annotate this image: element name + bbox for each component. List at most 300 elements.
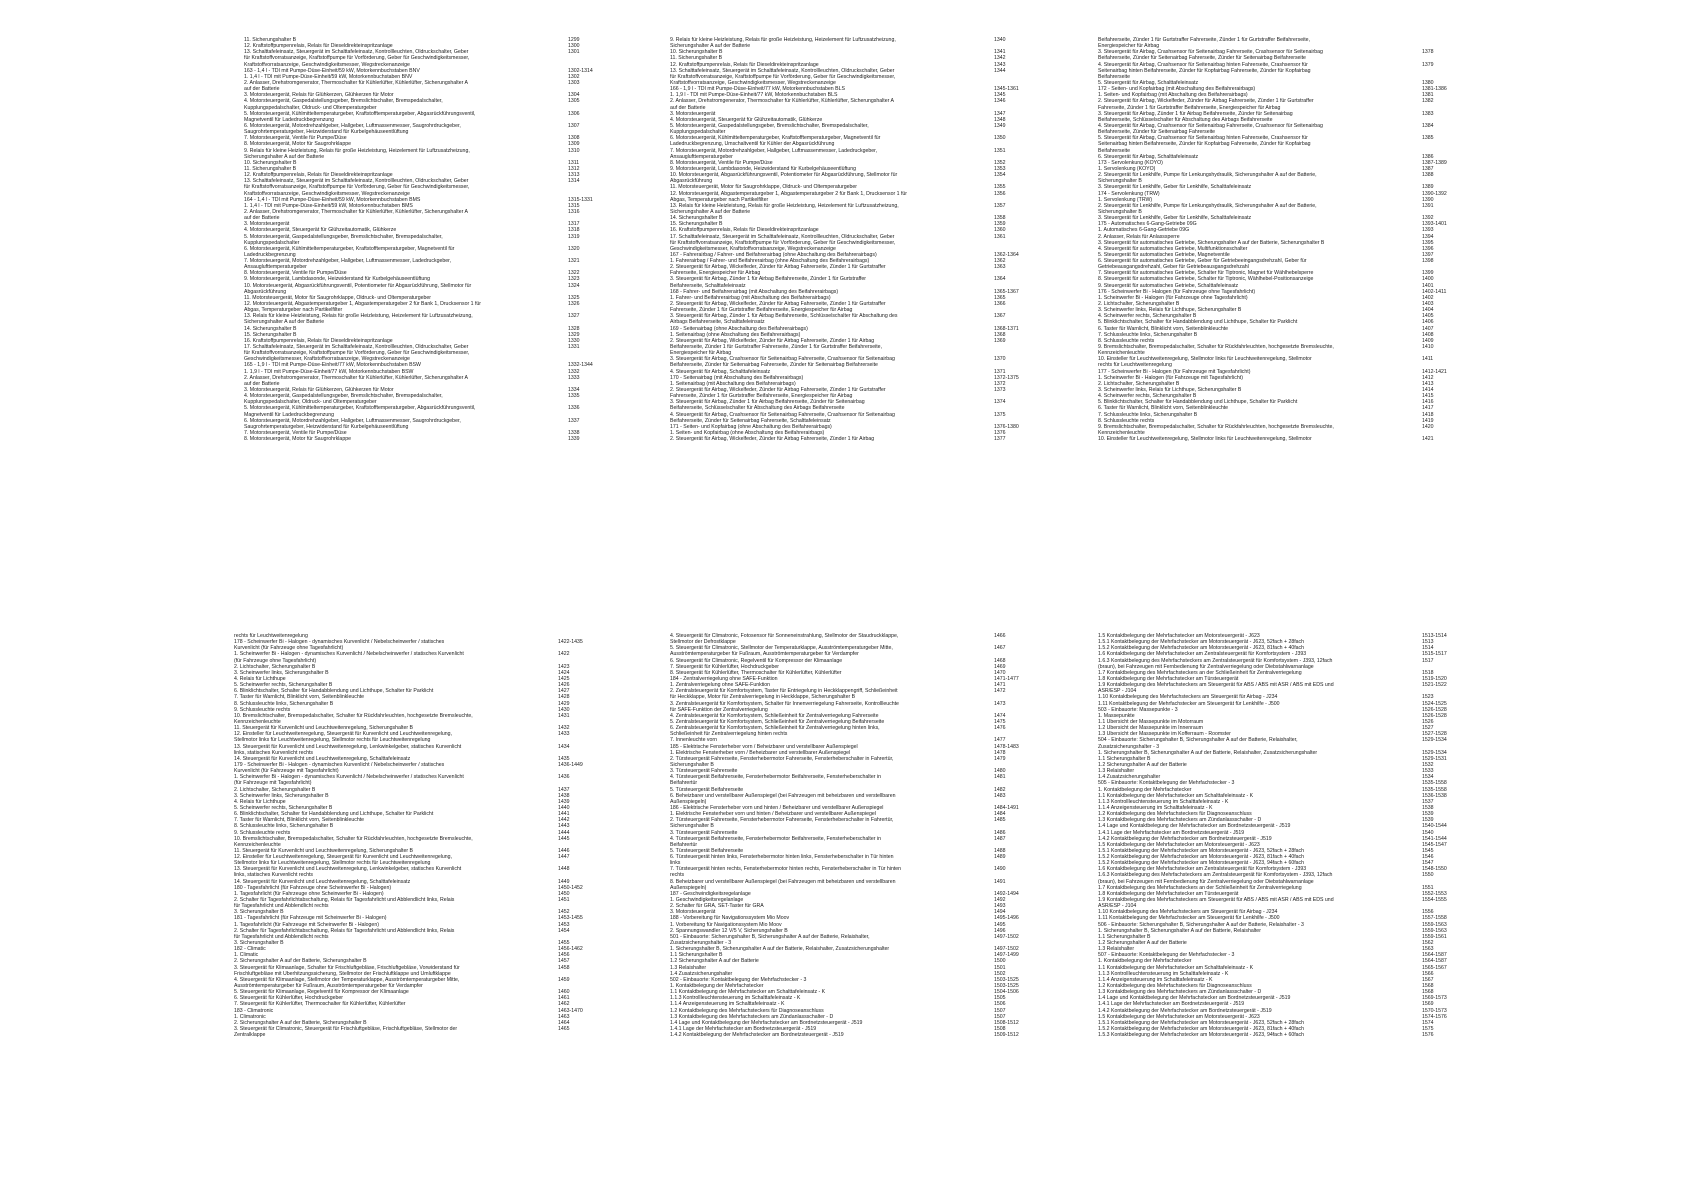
entry-page-number: 1422 (558, 651, 570, 658)
entry-page-number: 1526-1528 (1422, 706, 1447, 713)
entry-title: 2. Zentralsteuergerät für Komfortsystem, Taster für Entriegelung in Heckklappengriff, Schließeinheit (670, 688, 898, 695)
entry-title: 8. Schlussleuchte links, Sicherungshalter B (234, 700, 334, 707)
entry-title: 13. Schalttafeleinsatz, Steuergerät im Schalttafeleinsatz, Kontrollleuchten, Öldruckschalter, Geber (244, 49, 469, 56)
entry-title: 1.5.2 Kontaktbelegung der Mehrfachstecker am Motorsteuergerät - J623, 81fach + 40fach (1098, 645, 1305, 652)
entry-title: 505 - Einbauorte: Kontaktbelegung der Mehrfachstecker - 3 (1098, 780, 1235, 787)
entry-title: 1.2 Übersicht der Massepunkte im Innenraum (1098, 725, 1203, 732)
entry-title: 1.7 Kontaktbelegung des Mehrfachsteckers an der Schließeinheit für Zentralverriegelung (1098, 669, 1302, 676)
entry-title: Beifahrerseite, Zünder für Seitenairbag Fahrerseite, Schalttafeleinsatz (670, 417, 831, 424)
entry-title: 4. Relais für Lichthupe (234, 798, 286, 805)
entry-page-number: 1414 (1422, 387, 1434, 394)
entry-page-number: 1308 (568, 135, 580, 142)
entry-page-number: 1566 (1422, 970, 1434, 977)
entry-page-number: 1403 (1422, 301, 1434, 308)
entry-page-number: 1423 (558, 663, 570, 670)
entry-title: 1.5.2 Kontaktbelegung der Mehrfachstecker am Motorsteuergerät - J623, 81fach + 40fach (1098, 854, 1305, 861)
entry-title: Ladedruckbegrenzung (244, 251, 296, 258)
entry-title: 11. Sicherungshalter B (244, 165, 297, 172)
entry-title: 2. Steuergerät für Lenkhilfe, Pumpe für Lenkungshydraulik, Sicherungshalter A auf der Batterie, (1098, 202, 1317, 209)
entry-page-number: 1534 (1422, 774, 1434, 781)
index-column-bottom-right (1098, 633, 1454, 1038)
entry-page-number: 1494 (994, 909, 1006, 916)
entry-page-number: 1564-1587 (1422, 952, 1447, 959)
entry-page-number: 1496 (994, 927, 1006, 934)
entry-title: 1.1 Kontaktbelegung der Mehrfachstecker am Schalttafeleinsatz - K (1098, 964, 1254, 971)
entry-page-number: 1564-1587 (1422, 958, 1447, 965)
entry-title: Abgas, Temperaturgeber nach Partikelfilter (244, 307, 343, 314)
entry-title: 1. Scheinwerfer Bi - Halogen (für Fahrzeuge mit Tagesfahrlicht) (1098, 374, 1243, 381)
entry-page-number: 1515-1517 (1422, 651, 1447, 658)
entry-title: Seitenairbag hinten Beifahrerseite, Zünder für Kopfairbag Fahrerseite, Zünder für Kopfairbag (1098, 67, 1311, 74)
entry-page-number: 1307 (568, 122, 580, 129)
entry-page-number: 1377 (994, 436, 1006, 443)
entry-title: 9. Steuergerät für automatisches Getriebe, Schalttafeleinsatz (1098, 282, 1239, 289)
entry-page-number: 1569 (1422, 1001, 1434, 1008)
entry-page-number: 1550 (1422, 872, 1434, 879)
entry-page-number: 1333 (568, 374, 580, 381)
entry-title: 5. Motorsteuergerät, Kühlmitteltemperaturgeber, Kraftstofftemperaturgeber, Abgasrückführungsventil, (244, 110, 476, 117)
entry-page-number: 1567 (1422, 976, 1434, 983)
entry-title: 7. Schlussleuchte links, Sicherungshalter B (1098, 411, 1198, 418)
entry-title: Außenspiegeln) (670, 798, 707, 805)
entry-title: 5. Steuergerät für Airbag, Crashsensor für Seitenairbag hinten Fahrerseite, Crashsensor für (1098, 135, 1308, 142)
entry-title: Kupplungspedalschalter, Öldruck- und Öltemperaturgeber (244, 399, 377, 406)
entry-page-number: 1495 (994, 921, 1006, 928)
entry-page-number: 1457 (558, 958, 570, 965)
entry-title: 7. Taster für Warnlicht, Blinklicht vorn, Seitenblinkleuchte (234, 817, 365, 824)
entry-page-number: 1404 (1422, 307, 1434, 314)
entry-title: 14. Sicherungshalter B (670, 215, 723, 222)
entry-page-number: 1302-1314 (568, 67, 593, 74)
entry-page-number: 1473 (994, 700, 1006, 707)
entry-page-number: 1376 (994, 430, 1006, 436)
entry-title: 1. Seiten- und Kopfairbag (mit Abschaltung des Beifahrerairbags) (1098, 92, 1248, 99)
entry-title: 163 - 1,4 l - TDI mit Pumpe-Düse-Einheit/59 kW, Motorkennbuchstaben BNV (244, 67, 420, 74)
entry-title: 4. Relais für Lichthupe (234, 675, 286, 682)
entry-page-number: 1486 (994, 829, 1006, 836)
entry-page-number: 1460 (558, 989, 570, 996)
entry-page-number: 1387-1389 (1422, 159, 1447, 166)
entry-title: 1.4.1 Lage der Mehrfachstecker am Bordnetzsteuergerät - J519 (670, 1026, 817, 1032)
entry-page-number: 1391 (1422, 202, 1434, 209)
entry-title: 1. Sicherungshalter B, Sicherungshalter A auf der Batterie, Relaishalter, Zusatzsicherungshalter (1098, 749, 1318, 756)
index-column-top-right (1098, 37, 1454, 442)
entry-title: 2. Sicherungshalter A auf der Batterie, Sicherungshalter B (234, 958, 367, 965)
entry-title: Fahrerseite, Energiespeicher für Airbag (670, 270, 761, 277)
entry-title: 2. Anlasser, Drehstromgenerator, Thermoschalter für Kühlerlüfter, Kühlerlüfter, Sicherungshalter A (244, 79, 468, 86)
entry-page-number: 1411 (1422, 356, 1434, 363)
entry-page-number: 1500 (994, 958, 1006, 965)
entry-page-number: 1471 (994, 682, 1006, 689)
entry-title: 4. Steuergerät für Climatronic, Fotosensor für Sonneneinstrahlung, Stellmotor der Staudruckklappe, (670, 633, 899, 639)
entry-title: 172 - Seiten- und Kopfairbag (mit Abschaltung des Beifahrerairbags) (1098, 86, 1256, 93)
entry-page-number: 1513-1514 (1422, 633, 1447, 639)
entry-page-number: 1313 (568, 172, 580, 179)
entry-title: 1. Seitenairbag (mit Abschaltung des Beifahrerairbags) (670, 380, 796, 387)
entry-page-number: 1412 (1422, 374, 1434, 381)
entry-title: 1.3 Relaishalter (670, 964, 707, 971)
entry-page-number: 1518 (1422, 669, 1434, 676)
entry-title: für Kraftstoffvorratsanzeige, Kraftstoffpumpe für Vorförderung, Geber für Geschwindigkeitsmesser, (244, 55, 470, 62)
entry-title: Beifahrertür (670, 841, 698, 848)
entry-title: Sicherungshalter A auf der Batterie (670, 43, 751, 50)
entry-title: 10. Einsteller für Leuchtweitenregelung, Stellmotor links für Leuchtweitenregelung, Stellmotor (1098, 436, 1312, 443)
entry-page-number: 1501 (994, 964, 1006, 971)
entry-title: 177 - Scheinwerfer Bi - Halogen (für Fahrzeuge mit Tagesfahrlicht) (1098, 368, 1251, 375)
entry-title: (für Fahrzeuge mit Tagesfahrlicht) (234, 780, 312, 787)
entry-title: 183 - Climatronic (234, 1007, 274, 1014)
entry-title: 186 - Elektrische Fensterheber vorn und hinten / Beheizbarer und verstellbarer Außenspiegel (670, 804, 884, 811)
entry-page-number: 1527-1528 (1422, 731, 1447, 738)
entry-title: 2. Spannungswandler 12 V/5 V, Sicherungshalter B (670, 927, 788, 934)
entry-title: 1. Sicherungshalter B, Sicherungshalter A auf der Batterie, Relaishalter (1098, 927, 1261, 934)
entry-page-number: 1497-1502 (994, 933, 1019, 940)
entry-title: 1.6 Kontaktbelegung der Mehrfachstecker am Zentralsteuergerät für Komfortsystem - J393 (1098, 866, 1307, 873)
entry-title: 7. Steuergerät für Kühlerlüfter, Hochdruckgeber (670, 663, 779, 670)
entry-title: 2. Anlasser, Drehstromgenerator, Thermoschalter für Kühlerlüfter, Kühlerlüfter, Sicherungshalter A (244, 208, 468, 215)
entry-page-number: 1322 (568, 270, 580, 277)
entry-title: 6. Motorsteuergerät, Motordrehzahlgeber, Hallgeber, Luftmassenmesser, Saugrohrdruckgeber, (244, 417, 461, 424)
entry-title: 11. Motorsteuergerät, Motor für Saugrohrklappe, Öldruck- und Öltemperaturgeber (670, 184, 858, 191)
index-column-bottom-middle (670, 633, 1026, 1038)
index-entry (234, 1032, 590, 1038)
entry-page-number: 1557-1558 (1422, 915, 1447, 922)
entry-title: 7. Steuergerät für automatisches Getriebe, Schalter für Tiptronic, Magnet für Wählhebelsperre (1098, 270, 1314, 277)
entry-title: 1.8 Kontaktbelegung der Mehrfachstecker am Türsteuergerät (1098, 675, 1239, 682)
entry-title: 173 - Servolenkung (KOYO) (1098, 159, 1163, 166)
entry-page-number: 1356 (994, 190, 1006, 197)
entry-page-number: 1334 (568, 387, 580, 394)
entry-page-number: 1320 (568, 245, 580, 252)
entry-title: Kraftstoffvorratsanzeige, Geschwindigkeitsmesser, Wegstreckenanzeige (244, 190, 410, 197)
entry-page-number: 1354 (994, 172, 1006, 179)
entry-title: 3. Steuergerät für Klimaanlage, Schalter für Frischluftgebläse, Frischluftgebläse, Vorwiderstand für (234, 964, 460, 971)
entry-page-number: 1459 (558, 976, 570, 983)
entry-title: 6. Zentralsteuergerät für Komfortsystem, Schließeinheit für Zentralverriegelung hinten links, (670, 725, 880, 732)
entry-page-number: 1341 (994, 49, 1006, 56)
entry-title: 1.5.1 Kontaktbelegung der Mehrfachstecker am Motorsteuergerät - J623, 52fach + 28fach (1098, 847, 1305, 854)
entry-title: 1.5 Kontaktbelegung der Mehrfachstecker am Motorsteuergerät - J623 (1098, 841, 1260, 848)
entry-title: 5. Scheinwerfer rechts, Sicherungshalter B (234, 804, 333, 811)
entry-page-number: 1554-1555 (1422, 897, 1447, 904)
entry-title: 501 - Einbauorte: Sicherungshalter B, Sicherungshalter A auf der Batterie, Relaishalter, (670, 933, 870, 940)
entry-title: 2. Lichtschalter, Sicherungshalter B (234, 663, 316, 670)
entry-title: 1. 1,9 l - TDI mit Pumpe-Düse-Einheit/77 kW, Motorkennbuchstaben BSW (244, 368, 414, 375)
entry-page-number: 1537 (1422, 798, 1434, 805)
entry-title: 5. Türsteuergerät Beifahrerseite (670, 786, 744, 793)
entry-page-number: 1508-1512 (994, 1019, 1019, 1026)
entry-title: 17. Schalttafeleinsatz, Steuergerät im Schalttafeleinsatz, Kontrollleuchten, Öldruckschalter, Geber (244, 344, 469, 351)
entry-title: 1.8 Kontaktbelegung der Mehrfachstecker am Türsteuergerät (1098, 890, 1239, 897)
entry-page-number: 1405 (1422, 313, 1434, 320)
entry-page-number: 1483 (994, 792, 1006, 799)
entry-title: 187 - Geschwindigkeitsregelanlage (670, 890, 751, 897)
entry-title: 3. Motorsteuergerät, Relais für Glühkerzen, Glühkerzen für Motor (244, 92, 394, 99)
entry-page-number: 1422-1435 (558, 639, 583, 646)
entry-title: 6. Motorsteuergerät, Motordrehzahlgeber, Hallgeber, Luftmassenmesser, Saugrohrdruckgeber, (244, 122, 461, 129)
entry-page-number: 1509-1512 (994, 1032, 1019, 1039)
entry-title: Abgasrückführung (244, 288, 287, 295)
entry-page-number: 1408 (1422, 331, 1434, 338)
entry-page-number: 1385 (1422, 135, 1434, 142)
entry-title: Kupplungspedalschalter, Öldruck- und Öltemperaturgeber (244, 104, 377, 111)
entry-title: 1.4 Zusatzsicherungshalter (670, 970, 733, 977)
entry-page-number: 1394 (1422, 233, 1434, 240)
entry-title: rechts für Leuchtweitenregelung (234, 633, 308, 639)
entry-title: 2. Steuergerät für Airbag, Wickelfeder, Zünder für Airbag Fahrerseite, Zünder 1 für Gurtstraffer (670, 301, 886, 308)
entry-title: 7. Steuergerät für Kühlerlüfter, Thermoschalter für Kühlerlüfter, Kühlerlüfter (234, 1001, 406, 1008)
entry-title: 10. Bremslichtschalter, Bremspedalschalter, Schalter für Rückfahrleuchten, hochgesetzte Bremsleuchte, (234, 712, 473, 719)
entry-title: 5. Motorsteuergerät, Gaspedalstellungsgeber, Bremslichtschalter, Bremspedalschalter, (244, 233, 443, 240)
entry-page-number: 1471-1477 (994, 675, 1019, 682)
entry-page-number: 1373 (994, 387, 1006, 394)
entry-title: 2. Sicherungshalter A auf der Batterie, Sicherungshalter B (234, 1019, 367, 1026)
entry-page-number: 1315 (568, 202, 580, 209)
index-entry (244, 436, 600, 442)
entry-title: 12. Kraftstoffpumpenrelais, Relais für Dieseldirekteinspritzanlage (244, 172, 393, 179)
entry-title: 1.5.3 Kontaktbelegung der Mehrfachstecker am Motorsteuergerät - J623, 94fach + 60fach (1098, 1032, 1305, 1039)
entry-page-number: 1574 (1422, 1019, 1434, 1026)
entry-page-number: 1419 (1422, 417, 1434, 424)
entry-title: für Tagesfahrlicht und Abblendlicht rechts (234, 933, 329, 940)
entry-title: 14. Steuergerät für Kurvenlicht und Leuchtweitenregelung, Schalttafeleinsatz (234, 755, 411, 762)
entry-title: Beifahrerseite, Schlüsselschalter für Abschaltung des Airbags Beifahrerseite (1098, 116, 1273, 123)
entry-page-number: 1492-1494 (994, 890, 1019, 897)
entry-title: 164 - 1,4 l - TDI mit Pumpe-Düse-Einheit/59 kW, Motorkennbuchstaben BMS (244, 196, 421, 203)
entry-page-number: 1441 (558, 811, 570, 818)
entry-page-number: 1495-1496 (994, 915, 1019, 922)
entry-title: 3. Motorsteuergerät (670, 909, 716, 916)
entry-page-number: 1489 (994, 854, 1006, 861)
entry-page-number: 1402 (1422, 294, 1434, 301)
entry-page-number: 1463-1470 (558, 1007, 583, 1014)
entry-title: für Kraftstoffvorratsanzeige, Kraftstoffpumpe für Vorförderung, Geber für Geschwindigkeitsmesser, (670, 239, 896, 246)
entry-title: Geschwindigkeitsmesser, Kraftstoffvorratsanzeige, Wegstreckenanzeige (670, 245, 836, 252)
entry-title: 7. Motorsteuergerät, Ventile für Pumpe/Düse (244, 430, 347, 436)
entry-page-number: 1446 (558, 847, 570, 854)
entry-title: 1. Scheinwerfer Bi - Halogen - dynamisches Kurvenlicht / Nebelscheinwerfer / statisches Kurvenlicht (234, 774, 464, 781)
entry-page-number: 1431 (558, 712, 570, 719)
entry-page-number: 1311 (568, 159, 580, 166)
entry-title: Stellmotor links für Leuchtweitenregelung, Stellmotor rechts für Leuchtweitenregelung (234, 737, 431, 744)
entry-title: 2. Steuergerät für Airbag, Wickelfeder, Zünder für Airbag Fahrerseite, Zünder 1 für Gurtstraffer (1098, 98, 1314, 105)
entry-page-number: 1365-1367 (994, 288, 1019, 295)
entry-page-number: 1321 (568, 258, 580, 265)
entry-title: 176 - Scheinwerfer Bi - Halogen (für Fahrzeuge ohne Tagesfahrlicht) (1098, 288, 1256, 295)
entry-title: 2. Anlasser, Drehstromgenerator, Thermoschalter für Kühlerlüfter, Kühlerlüfter, Sicherungshalter A (670, 98, 894, 105)
entry-page-number: 1363 (994, 264, 1006, 271)
entry-title: 10. Einsteller für Leuchtweitenregelung, Stellmotor links für Leuchtweitenregelung, Stellmotor (1098, 356, 1312, 363)
entry-page-number: 1527 (1422, 725, 1434, 732)
entry-page-number: 1484 (994, 811, 1006, 818)
entry-page-number: 1450 (558, 890, 570, 897)
entry-title: 3. Steuergerät für Airbag, Zünder 1 für Airbag Beifahrerseite, Zünder 1 für Gurtstraffer (670, 276, 866, 283)
entry-page-number: 1552-1553 (1422, 890, 1447, 897)
entry-title: 1.4.2 Kontaktbelegung der Mehrfachstecker am Bordnetzsteuergerät - J519 (1098, 1007, 1272, 1014)
entry-page-number: 1349 (994, 122, 1006, 129)
entry-title: ASR/ESP - J104 (1098, 903, 1137, 910)
entry-page-number: 1401 (1422, 282, 1434, 289)
entry-title: 1.5.1 Kontaktbelegung der Mehrfachstecker am Motorsteuergerät - J623, 52fach + 28fach (1098, 1019, 1305, 1026)
entry-page-number: 1541-1544 (1422, 835, 1447, 842)
entry-page-number: 1315-1331 (568, 196, 593, 203)
entry-page-number: 1546 (1422, 854, 1434, 861)
entry-page-number: 1548-1550 (1422, 866, 1447, 873)
entry-title: 1. Seitenairbag (ohne Abschaltung des Beifahrerairbags) (670, 331, 801, 338)
entry-title: 16. Kraftstoffpumpenrelais, Relais für Dieseldirekteinspritzanlage (244, 337, 393, 344)
entry-title: 1.1 Kontaktbelegung der Mehrfachstecker am Schalttafeleinsatz - K (1098, 792, 1254, 799)
entry-page-number: 1493 (994, 903, 1006, 910)
index-column-top-middle (670, 37, 1026, 442)
entry-page-number: 1319 (568, 233, 580, 240)
entry-page-number: 1479 (994, 755, 1006, 762)
index-entry (1098, 1032, 1454, 1038)
entry-page-number: 1492 (994, 897, 1006, 904)
entry-title: Beifahrerseite, Schalttafeleinsatz (670, 282, 746, 289)
entry-title: 1.1 Kontaktbelegung der Mehrfachstecker am Schalttafeleinsatz - K (670, 989, 826, 996)
entry-page-number: 1407 (1422, 325, 1434, 332)
entry-page-number: 1364 (994, 276, 1006, 283)
entry-title: Beifahrerseite, Schlüsselschalter für Abschaltung des Airbags Beifahrerseite (670, 405, 845, 412)
entry-title: 504 - Einbauorte: Sicherungshalter B, Sicherungshalter A auf der Batterie, Relaishalter, (1098, 737, 1298, 744)
entry-title: für Kraftstoffvorratsanzeige, Kraftstoffpumpe für Vorförderung, Geber für Geschwindigkeitsmesser, (244, 350, 470, 357)
entry-title: 7. Innenleuchte vorn (670, 737, 718, 744)
entry-title: 3. Steuergerät für Climatronic, Steuergerät für Frischluftgebläse, Frischluftgebläse, Stellmotor der (234, 1026, 458, 1032)
entry-title: 2. Steuergerät für Airbag, Wickelfeder, Zünder für Airbag Fahrerseite, Zünder 1 für Airbag (670, 337, 875, 344)
entry-title: 165 - 1,9 l - TDI mit Pumpe-Düse-Einheit/77 kW, Motorkennbuchstaben BSW (244, 362, 421, 369)
entry-page-number: 1559-1561 (1422, 933, 1447, 940)
entry-title: 1.3 Kontaktbelegung des Mehrfachsteckers am Zündanlassschalter - D (1098, 817, 1262, 824)
entry-title: Kurvenlicht (für Fahrzeuge ohne Tagesfahrlicht) (234, 645, 344, 652)
entry-title: 3. Scheinwerfer links, Sicherungshalter B (234, 792, 329, 799)
entry-page-number: 1535-1558 (1422, 786, 1447, 793)
entry-title: Stellmotor der Defrostklappe (670, 639, 736, 646)
entry-title: 12. Motorsteuergerät, Abgastemperaturgeber 1, Abgastemperaturgeber 2 für Bank 1, Drucksensor 1 für (244, 301, 482, 308)
entry-page-number: 1358 (994, 215, 1006, 222)
entry-title: Sicherungshalter B (1098, 178, 1142, 185)
entry-title: 1.6.3 Kontaktbelegung des Mehrfachsteckers am Zentralsteuergerät für Komfortsystem - J393, 12fach (1098, 657, 1333, 664)
entry-title: 507 - Einbauorte: Kontaktbelegung der Mehrfachstecker - 3 (1098, 952, 1235, 959)
entry-title: Saugrohrtemperaturgeber, Heizwiderstand für Kurbelgehäuseentlüftung (244, 423, 409, 430)
entry-page-number: 1360 (994, 227, 1006, 234)
entry-page-number: 1551 (1422, 884, 1434, 891)
entry-title: 1.2 Kontaktbelegung des Mehrfachsteckers für Diagnoseanschluss (670, 1007, 824, 1014)
entry-title: 2. Türsteuergerät Fahrerseite, Fensterhebermotor Fahrerseite, Fensterheberschalter in Fahrertür, (670, 817, 894, 824)
entry-title: 1.6.3 Kontaktbelegung des Mehrfachsteckers am Zentralsteuergerät für Komfortsystem - J393, 12fach (1098, 872, 1333, 879)
entry-title: 1.5 Kontaktbelegung der Mehrfachstecker am Motorsteuergerät - J623 (1098, 1013, 1260, 1020)
entry-title: 1.1.3 Kontrollleuchtensteuerung im Schalttafeleinsatz - K (670, 995, 801, 1002)
entry-title: 3. Steuergerät für Airbag, Crashsensor für Seitenairbag Fahrerseite, Crashsensor für Seitenairbag (670, 356, 895, 363)
entry-title: 13. Schalttafeleinsatz, Steuergerät im Schalttafeleinsatz, Kontrollleuchten, Öldruckschalter, Geber (244, 178, 469, 185)
entry-page-number: 1526-1528 (1422, 712, 1447, 719)
entry-title: 7. Motorsteuergerät, Motordrehzahlgeber, Hallgeber, Luftmassenmesser, Ladedruckgeber, (244, 258, 452, 265)
entry-page-number: 1503-1525 (994, 976, 1019, 983)
entry-page-number: 1336 (568, 405, 580, 412)
entry-title: Airbags Beifahrerseite, Schalttafeleinsatz (670, 319, 765, 326)
entry-page-number: 1503-1525 (994, 983, 1019, 990)
entry-title: für SAFE-Funktion der Zentralverriegelung (670, 706, 768, 713)
entry-page-number: 1343 (994, 61, 1006, 68)
entry-title: 8. Schlussleuchte links, Sicherungshalter B (234, 823, 334, 830)
entry-title: 2. Steuergerät für Airbag, Wickelfeder, Zünder für Airbag Fahrerseite, Zünder 1 für Airbag (670, 436, 875, 443)
entry-title: 2. Steuergerät für Airbag, Wickelfeder, Zünder für Airbag Fahrerseite, Zünder 1 für Gurtstraffer (670, 264, 886, 271)
entry-title: 3. Scheinwerfer links, Relais für Lichthupe, Sicherungshalter B (1098, 307, 1242, 314)
entry-title: 1.1.3 Kontrollleuchtensteuerung im Schalttafeleinsatz - K (1098, 798, 1229, 805)
entry-title: 1. Tagesfahrlicht (für Fahrzeuge mit Scheinwerfer Bi - Halogen) (234, 921, 379, 928)
entry-page-number: 1453-1455 (558, 915, 583, 922)
entry-title: 3. Steuergerät für Airbag, Zünder 1 für Airbag Beifahrerseite, Zünder für Seitenairbag (670, 399, 865, 406)
entry-page-number: 1406 (1422, 319, 1434, 326)
entry-page-number: 1507 (994, 1007, 1006, 1014)
entry-title: 1.1 Sicherungshalter B (1098, 933, 1151, 940)
entry-title: Saugrohrtemperaturgeber, Heizwiderstand für Kurbelgehäuseentlüftung (244, 129, 409, 136)
entry-title: Kennzeichenleuchte (1098, 350, 1145, 357)
entry-title: 7. Schlussleuchte links, Sicherungshalter B (1098, 331, 1198, 338)
entry-title: 1.2 Sicherungshalter A auf der Batterie (1098, 940, 1187, 947)
entry-title: rechts für Leuchtweitenregelung (1098, 362, 1172, 369)
entry-title: 170 - Seitenairbag (mit Abschaltung des Beifahrerairbags) (670, 374, 804, 381)
entry-title: 188 - Vorbereitung für Navigationssystem Mio Moov (670, 915, 790, 922)
entry-title: 9. Relais für kleine Heizleistung, Relais für große Heizleistung, Heizelement für Luftzusatzheizung, (244, 147, 470, 154)
entry-title: Kennzeichenleuchte (234, 841, 281, 848)
entry-title: 4. Motorsteuergerät, Steuergerät für Glühzeitautomatik, Glühkerze (244, 227, 397, 234)
entry-title: 12. Einsteller für Leuchtweitenregelung, Steuergerät für Kurvenlicht und Leuchtweitenregelung, (234, 731, 453, 738)
entry-page-number: 1475 (994, 718, 1006, 725)
entry-page-number: 1392 (1422, 215, 1434, 222)
entry-title: 1.11 Kontaktbelegung der Mehrfachstecker am Steuergerät für Lenkhilfe - J500 (1098, 700, 1280, 707)
entry-page-number: 1438 (558, 792, 570, 799)
entry-page-number: 1412-1421 (1422, 368, 1447, 375)
entry-page-number: 1409 (1422, 337, 1434, 344)
entry-page-number: 1523 (1422, 694, 1434, 701)
entry-page-number: 1536-1538 (1422, 792, 1447, 799)
entry-title: 1. Zentralverriegelung ohne SAFE-Funktion (670, 682, 771, 689)
entry-page-number: 1439 (558, 798, 570, 805)
entry-title: 9. Schlussleuchte rechts (234, 829, 291, 836)
entry-title: (für Fahrzeuge ohne Tagesfahrlicht) (234, 657, 317, 664)
entry-page-number: 1352 (994, 159, 1006, 166)
entry-title: 4. Scheinwerfer rechts, Sicherungshalter B (1098, 393, 1197, 400)
entry-title: 1.2 Kontaktbelegung des Mehrfachsteckers für Diagnoseanschluss (1098, 811, 1252, 818)
entry-title: 175 - Automatisches 6-Gang-Getriebe 09G (1098, 221, 1197, 228)
entry-title: 3. Scheinwerfer links, Relais für Lichthupe, Sicherungshalter B (1098, 387, 1242, 394)
entry-title: 9. Bremslichtschalter, Bremspedalschalter, Schalter für Rückfahrleuchten, hochgesetzte Bremsleuchte, (1098, 423, 1334, 430)
index-entry (670, 436, 1026, 442)
entry-title: für Tagesfahrlicht und Abblendlicht rechts (234, 903, 329, 910)
entry-title: auf der Batterie (244, 86, 280, 93)
entry-page-number: 1436-1449 (558, 761, 583, 768)
entry-page-number: 1529-1534 (1422, 737, 1447, 744)
entry-title: Ausströmtemperaturgeber für Fußraum, Ausströmtemperaturgeber für Verdampfer (670, 651, 859, 658)
entry-page-number: 1547 (1422, 860, 1434, 867)
entry-title: 16. Kraftstoffpumpenrelais, Relais für Dieseldirekteinspritzanlage (670, 227, 819, 234)
entry-title: Magnetventil für Ladedruckbegrenzung (244, 116, 334, 123)
entry-title: 10. Motorsteuergerät, Abgasrückführungsventil, Potentiometer für Abgasrückführung, Stellmotor für (670, 172, 898, 179)
entry-title: Sicherungshalter B (670, 761, 714, 768)
entry-title: 5. Scheinwerfer rechts, Sicherungshalter B (234, 682, 333, 689)
entry-title: Stellmotor links für Leuchtweitenregelung, Stellmotor rechts für Leuchtweitenregelung (234, 860, 431, 867)
entry-page-number: 1556 (1422, 909, 1434, 916)
entry-title: 5. Steuergerät für automatisches Getriebe, Magnetventile (1098, 251, 1230, 258)
entry-title: 3. Türsteuergerät Fahrerseite (670, 768, 738, 775)
entry-page-number: 1440 (558, 804, 570, 811)
entry-page-number: 1372-1375 (994, 374, 1019, 381)
entry-page-number: 1304 (568, 92, 580, 99)
entry-title: 8. Steuergerät für Kühlerlüfter, Thermoschalter für Kühlerlüfter, Kühlerlüfter (670, 669, 842, 676)
entry-title: links, statisches Kurvenlicht rechts (234, 872, 313, 879)
entry-title: 1.2 Kontaktbelegung des Mehrfachsteckers für Diagnoseanschluss (1098, 983, 1252, 990)
entry-title: 1. Climatic (234, 952, 259, 959)
